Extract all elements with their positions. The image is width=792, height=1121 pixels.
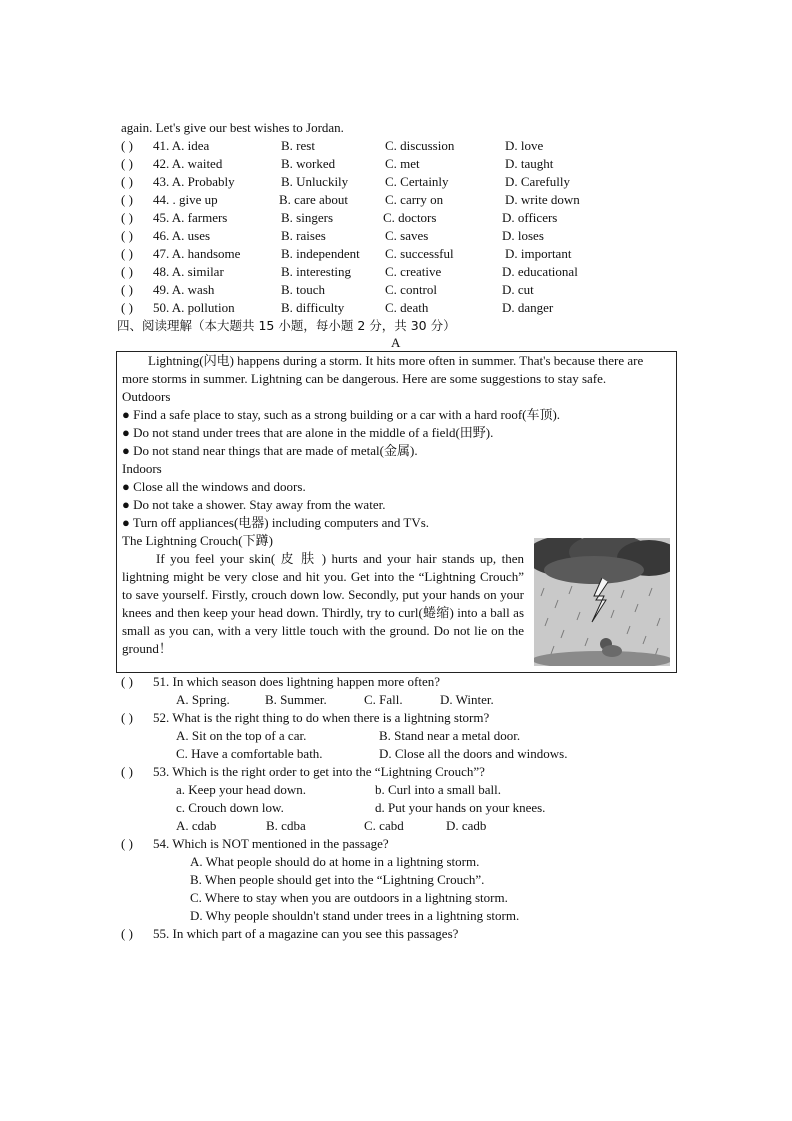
option-b: B. raises xyxy=(281,228,326,243)
option-b: B. worked xyxy=(281,156,336,171)
storm-cloud xyxy=(544,556,644,584)
answer-blank[interactable]: ( ) xyxy=(121,138,133,153)
option-d: D. love xyxy=(505,138,544,153)
option-b: B. singers xyxy=(281,210,333,225)
question-options xyxy=(176,817,496,835)
option-c: C. cabd xyxy=(364,818,404,833)
answer-blank[interactable]: ( ) xyxy=(121,228,133,243)
option-b: B. rest xyxy=(281,138,315,153)
option-a: 49. A. wash xyxy=(153,282,215,297)
question-row xyxy=(121,709,681,727)
option-a: 45. A. farmers xyxy=(153,210,228,225)
option-a: 44. . give up xyxy=(153,192,218,207)
option-b: B. Unluckily xyxy=(281,174,349,189)
passage-label: A xyxy=(391,335,401,350)
option-c: C. successful xyxy=(385,246,454,261)
answer-blank[interactable]: ( ) xyxy=(121,764,133,779)
question-row xyxy=(121,835,681,853)
question-text: 54. Which is NOT mentioned in the passage? xyxy=(153,836,389,851)
option-c: C. carry on xyxy=(385,192,444,207)
lightning-storm-illustration xyxy=(534,538,670,666)
option-d: D. write down xyxy=(505,192,580,207)
option-a: A. Spring. xyxy=(176,692,230,707)
option-a: 42. A. waited xyxy=(153,156,223,171)
option-a: A. Sit on the top of a car. xyxy=(176,728,307,743)
option-c: C. saves xyxy=(385,228,429,243)
step-a: a. Keep your head down. xyxy=(176,782,306,797)
answer-blank[interactable]: ( ) xyxy=(121,710,133,725)
step-d: d. Put your hands on your knees. xyxy=(375,800,546,815)
cloze-row xyxy=(121,227,681,245)
option-d: D. danger xyxy=(502,300,554,315)
option-a: A. What people should do at home in a lightning storm. xyxy=(190,854,480,869)
option-d: D. educational xyxy=(502,264,578,279)
outdoors-heading: Outdoors xyxy=(122,389,171,404)
question-text: 52. What is the right thing to do when there is a lightning storm? xyxy=(153,710,490,725)
indoors-tip-3: ● Turn off appliances(电器) including computers and TVs. xyxy=(122,515,430,530)
passage-box xyxy=(116,351,677,673)
cloze-row xyxy=(121,299,681,317)
option-b: B. cdba xyxy=(266,818,306,833)
option-c: C. discussion xyxy=(385,138,455,153)
intro-line: again. Let's give our best wishes to Jordan. xyxy=(121,120,344,135)
option-d: D. taught xyxy=(505,156,554,171)
answer-blank[interactable]: ( ) xyxy=(121,246,133,261)
question-row xyxy=(121,925,681,943)
passage-intro-line-1: Lightning(闪电) happens during a storm. It hits more often in summer. That's because there are xyxy=(148,353,644,368)
option-d: D. cut xyxy=(502,282,534,297)
option-c: C. met xyxy=(385,156,420,171)
option-d: D. Winter. xyxy=(440,692,494,707)
answer-blank[interactable]: ( ) xyxy=(121,156,133,171)
cloze-row xyxy=(121,263,681,281)
question-options xyxy=(176,691,536,709)
answer-blank[interactable]: ( ) xyxy=(121,836,133,851)
answer-blank[interactable]: ( ) xyxy=(121,282,133,297)
option-b: B. touch xyxy=(281,282,326,297)
crouching-person-body xyxy=(602,645,622,657)
option-d: D. Close all the doors and windows. xyxy=(379,746,568,761)
passage-intro-line-2: more storms in summer. Lightning can be dangerous. Here are some suggestions to stay safe. xyxy=(122,371,607,386)
cloze-row xyxy=(121,155,681,173)
option-d: D. loses xyxy=(502,228,544,243)
cloze-row xyxy=(121,281,681,299)
answer-blank[interactable]: ( ) xyxy=(121,264,133,279)
question-row xyxy=(121,763,681,781)
section-heading: 四、阅读理解（本大题共 15 小题，每小题 2 分，共 30 分） xyxy=(117,318,456,333)
answer-blank[interactable]: ( ) xyxy=(121,192,133,207)
option-a: A. cdab xyxy=(176,818,217,833)
step-c: c. Crouch down low. xyxy=(176,800,284,815)
answer-blank[interactable]: ( ) xyxy=(121,674,133,689)
indoors-tip-1: ● Close all the windows and doors. xyxy=(122,479,306,494)
outdoors-tip-2: ● Do not stand under trees that are alone in the middle of a field(田野). xyxy=(122,425,494,440)
option-b: B. difficulty xyxy=(281,300,345,315)
answer-blank[interactable]: ( ) xyxy=(121,210,133,225)
option-d: D. Carefully xyxy=(505,174,570,189)
cloze-row xyxy=(121,137,681,155)
option-c: C. control xyxy=(385,282,437,297)
answer-blank[interactable]: ( ) xyxy=(121,926,133,941)
option-c: C. Fall. xyxy=(364,692,403,707)
option-d: D. cadb xyxy=(446,818,487,833)
question-text: 51. In which season does lightning happen more often? xyxy=(153,674,441,689)
outdoors-tip-1: ● Find a safe place to stay, such as a strong building or a car with a hard roof(车顶). xyxy=(122,407,561,422)
option-d: D. important xyxy=(505,246,572,261)
option-c: C. death xyxy=(385,300,429,315)
answer-blank[interactable]: ( ) xyxy=(121,300,133,315)
option-c: C. doctors xyxy=(383,210,437,225)
option-a: 47. A. handsome xyxy=(153,246,241,261)
option-b: B. Stand near a metal door. xyxy=(379,728,521,743)
step-b: b. Curl into a small ball. xyxy=(375,782,502,797)
cloze-row xyxy=(121,191,681,209)
option-c: C. Where to stay when you are outdoors in a lightning storm. xyxy=(190,890,508,905)
option-b: B. When people should get into the “Lightning Crouch”. xyxy=(190,872,485,887)
crouch-heading: The Lightning Crouch(下蹲) xyxy=(122,533,273,548)
option-a: 46. A. uses xyxy=(153,228,211,243)
option-d: D. officers xyxy=(502,210,558,225)
option-b: B. interesting xyxy=(281,264,352,279)
option-c: C. Have a comfortable bath. xyxy=(176,746,323,761)
option-a: 50. A. pollution xyxy=(153,300,235,315)
cloze-row xyxy=(121,209,681,227)
question-text: 53. Which is the right order to get into the “Lightning Crouch”? xyxy=(153,764,485,779)
option-b: B. Summer. xyxy=(265,692,327,707)
crouch-paragraph: If you feel your skin( 皮 肤 ) hurts and your hair stands up, then lightning might be very close and hit you. Get into the “Lightning Crouch” to save yourself. Firstly, crouch down low. Secondly, put your hands on your knees and then keep your head down. Thirdly, try to curl(蜷缩) into a ball as small as you can, with a very little touch with the ground. Do not lie on the ground！ xyxy=(122,551,524,656)
option-b: B. independent xyxy=(281,246,360,261)
option-c: C. creative xyxy=(385,264,442,279)
option-a: 41. A. idea xyxy=(153,138,210,153)
option-d: D. Why people shouldn't stand under trees in a lightning storm. xyxy=(190,908,520,923)
cloze-row xyxy=(121,173,681,191)
answer-blank[interactable]: ( ) xyxy=(121,174,133,189)
indoors-tip-2: ● Do not take a shower. Stay away from the water. xyxy=(122,497,386,512)
option-a: 48. A. similar xyxy=(153,264,224,279)
indoors-heading: Indoors xyxy=(122,461,162,476)
option-b: B. care about xyxy=(279,192,348,207)
option-a: 43. A. Probably xyxy=(153,174,235,189)
option-c: C. Certainly xyxy=(385,174,449,189)
cloze-row xyxy=(121,245,681,263)
outdoors-tip-3: ● Do not stand near things that are made of metal(金属). xyxy=(122,443,418,458)
question-text: 55. In which part of a magazine can you see this passages? xyxy=(153,926,459,941)
question-row xyxy=(121,673,681,691)
